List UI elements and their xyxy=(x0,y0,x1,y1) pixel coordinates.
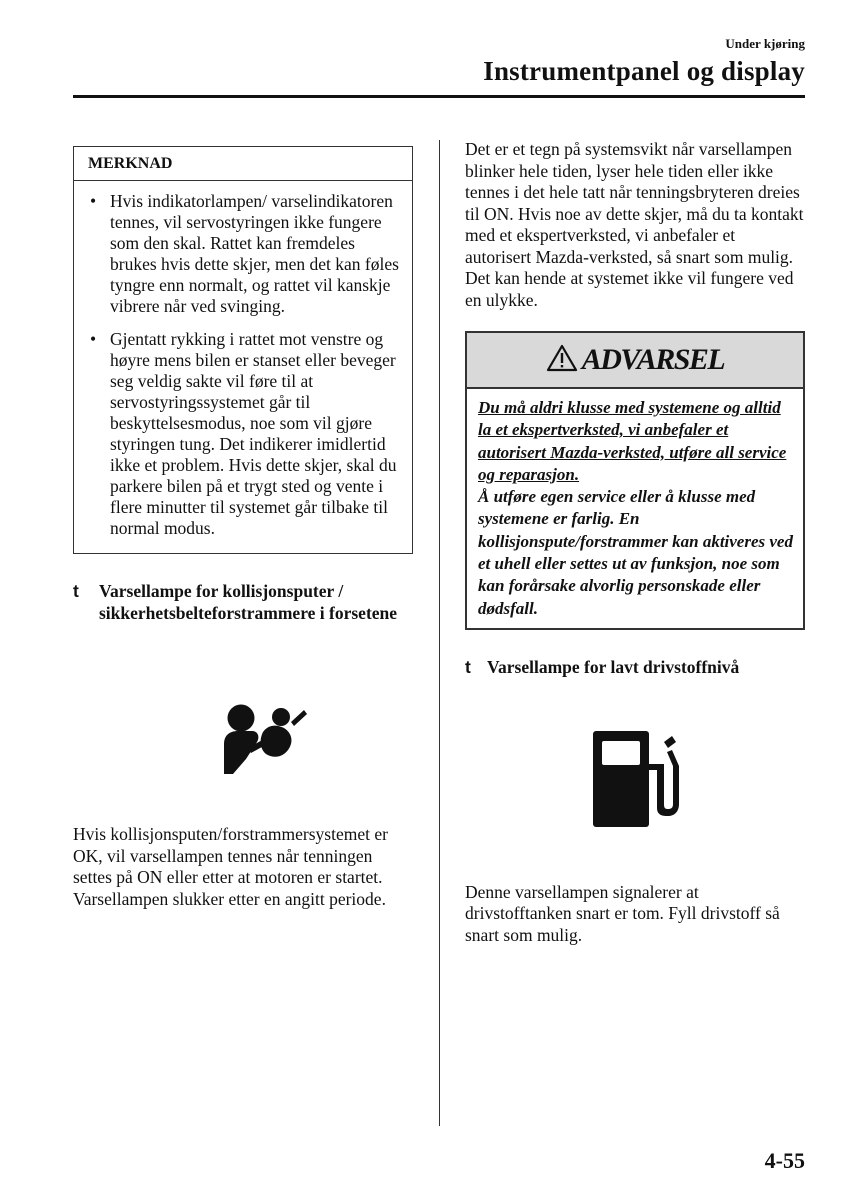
warning-underlined-text: Du må aldri klusse med systemene og alltid la et ekspertverksted, vi anbefaler et autorisert Mazda-verksted, utføre all service og reparasjon. xyxy=(478,398,787,484)
note-list xyxy=(74,181,412,553)
header-section-label: Under kjøring xyxy=(725,36,805,51)
fuel-description: Denne varsellampen signalerer at drivstofftanken snart er tom. Fyll drivstoff så snart som mulig. xyxy=(465,881,780,945)
note-item-text: Hvis indikatorlampen/ varselindikatoren tennes, vil servostyringen ikke fungere som den skal. Rattet kan fremdeles brukes hvis dette skjer, men det kan føles tyngre enn normalt, og rattet vil kanskje vibrere når ved svinging. xyxy=(110,191,399,316)
page-number: 4-55 xyxy=(764,1148,805,1173)
warning-text: Å utføre egen service eller å klusse med systemene er farlig. En kollisjonspute/forstrammer kan aktiveres ved et uhell eller settes ut av funksjon, noe som kan forårsake alvorlig personskade eller dødsfall. xyxy=(478,487,793,618)
fuel-pump-icon xyxy=(475,728,805,830)
airbag-heading-text: Varsellampe for kollisjonsputer / sikkerhetsbelteforstrammere i forsetene xyxy=(99,581,398,623)
right-column xyxy=(465,139,805,946)
warning-title: ADVARSEL xyxy=(581,343,725,376)
note-item xyxy=(88,191,400,317)
header-rule xyxy=(73,95,805,98)
airbag-description: Hvis kollisjonsputen/forstrammersystemet er OK, vil varsellampen tennes når tenningen settes på ON eller etter at motoren er startet. Varsellampen slukker etter en angitt periode. xyxy=(73,824,388,909)
note-item-text: Gjentatt rykking i rattet mot venstre og høyre mens bilen er stanset eller beveger seg veldig sakte vil føre til at servostyringssystemet går til beskyttelsesmodus, noe som vil gjøre styringen tung. Det indikerer imidlertid ikke et problem. Hvis dette skjer, skal du parkere bilen på et trygt sted og vente i flere minutter til systemet går tilbake til normal modus. xyxy=(110,329,397,538)
warning-triangle-icon xyxy=(546,344,578,377)
warning-body xyxy=(467,389,803,628)
system-fault-text: Det er et tegn på systemsvikt når varsellampen blinker hele tiden, lyser hele tiden eller ikke tennes i det hele tatt når tenningsbryteren dreies til ON. Hvis noe av dette skjer, må du ta kontakt med et ekspertverksted, vi anbefaler et autorisert Mazda-verksted, så snart som mulig. Det kan hende at systemet ikke vil fungere ved en ulykke. xyxy=(465,139,804,310)
note-box xyxy=(73,146,413,554)
airbag-warning-icon xyxy=(113,702,413,776)
bullet: • xyxy=(90,329,97,349)
page-title: Instrumentpanel og display xyxy=(483,56,805,86)
warning-header xyxy=(467,333,803,389)
fuel-heading-text: Varsellampe for lavt drivstoffnivå xyxy=(487,656,740,677)
left-column xyxy=(73,146,413,910)
airbag-heading xyxy=(73,580,413,624)
note-item xyxy=(88,329,400,539)
warning-box xyxy=(465,331,805,630)
bullet: • xyxy=(90,191,97,211)
column-divider xyxy=(439,140,440,1126)
section-marker: t xyxy=(73,581,79,601)
fuel-heading xyxy=(465,656,805,678)
section-marker: t xyxy=(465,656,471,677)
note-label: MERKNAD xyxy=(74,147,412,181)
